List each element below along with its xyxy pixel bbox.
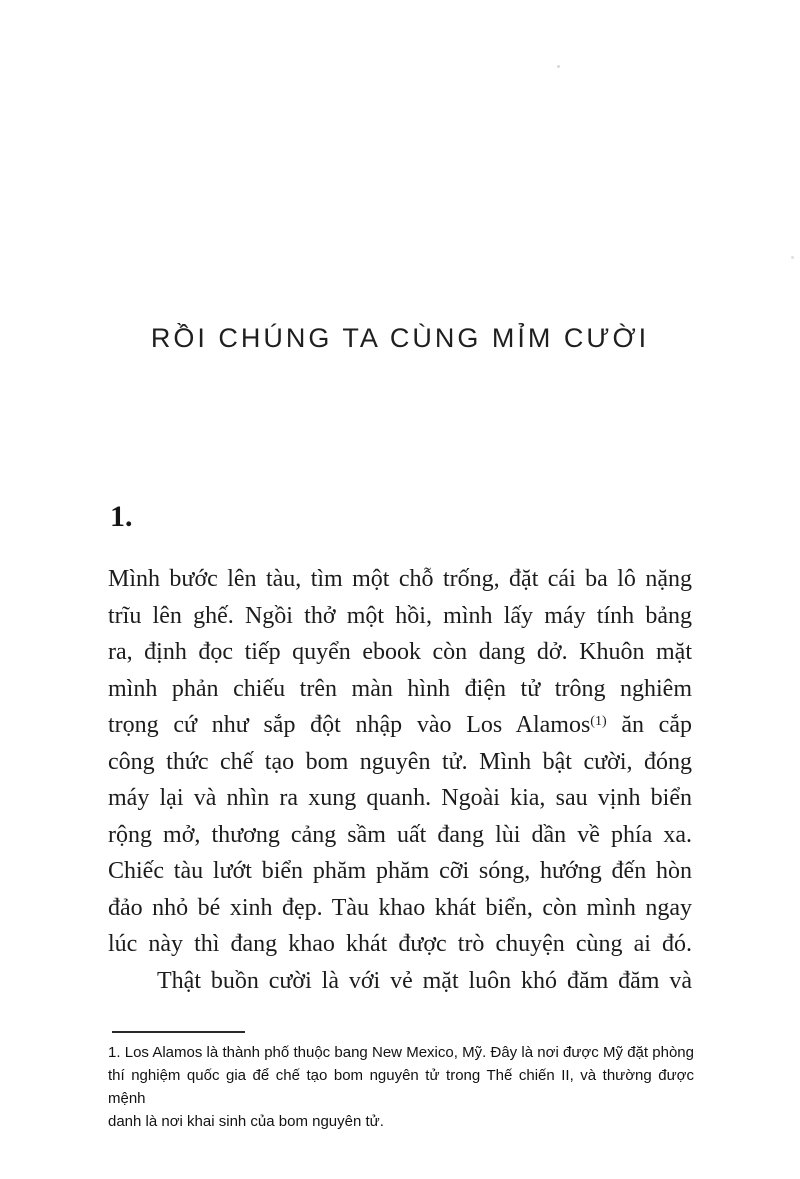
scan-speck [557, 65, 560, 68]
body-line-7: máy lại và nhìn ra xung quanh. Ngoài kia, sau vịnh biển [108, 785, 692, 811]
body-line-6: công thức chế tạo bom nguyên tử. Mình bật cười, đóng [108, 748, 692, 775]
body-line-2: trĩu lên ghế. Ngồi thở một hồi, mình lấy máy tính bảng [108, 602, 692, 629]
body-line-12: Thật buồn cười là với vẻ mặt luôn khó đăm đăm và [157, 967, 692, 994]
chapter-title: RỒI CHÚNG TA CÙNG MỈM CƯỜI [150, 323, 650, 353]
footnote-line-2: thí nghiệm quốc gia để chế tạo bom nguyên tử trong Thế chiến II, và thường được mệnh [108, 1067, 694, 1107]
body-line-1: Mình bước lên tàu, tìm một chỗ trống, đặt cái ba lô nặng [108, 566, 692, 592]
body-line-8: rộng mở, thương cảng sầm uất đang lùi dần về phía xa. [108, 821, 692, 848]
body-line-5 [108, 707, 692, 744]
body-line-11: lúc này thì đang khao khát được trò chuyện cùng ai đó. [108, 931, 692, 957]
body-line-text: ăn cắp [606, 712, 692, 738]
body-line-10: đảo nhỏ bé xinh đẹp. Tàu khao khát biển, còn mình ngay [108, 894, 692, 921]
footnote [108, 1041, 694, 1133]
section-number: 1. [110, 500, 133, 533]
footnote-line-1: 1. Los Alamos là thành phố thuộc bang New Mexico, Mỹ. Đây là nơi được Mỹ đặt phòng [108, 1044, 694, 1061]
body-line-9: Chiếc tàu lướt biển phăm phăm cỡi sóng, hướng đến hòn [108, 858, 692, 884]
body-line-4: mình phản chiếu trên màn hình điện tử trông nghiêm [108, 675, 692, 702]
footnote-reference: (1) [590, 714, 607, 729]
body-line-text: trọng cứ như sắp đột nhập vào Los Alamos [108, 712, 591, 738]
scan-speck [791, 256, 794, 259]
footnote-divider [112, 1031, 245, 1033]
body-line-3: ra, định đọc tiếp quyển ebook còn dang dở. Khuôn mặt [108, 639, 692, 665]
footnote-line-3: danh là nơi khai sinh của bom nguyên tử. [108, 1113, 384, 1130]
body-text [108, 561, 692, 999]
